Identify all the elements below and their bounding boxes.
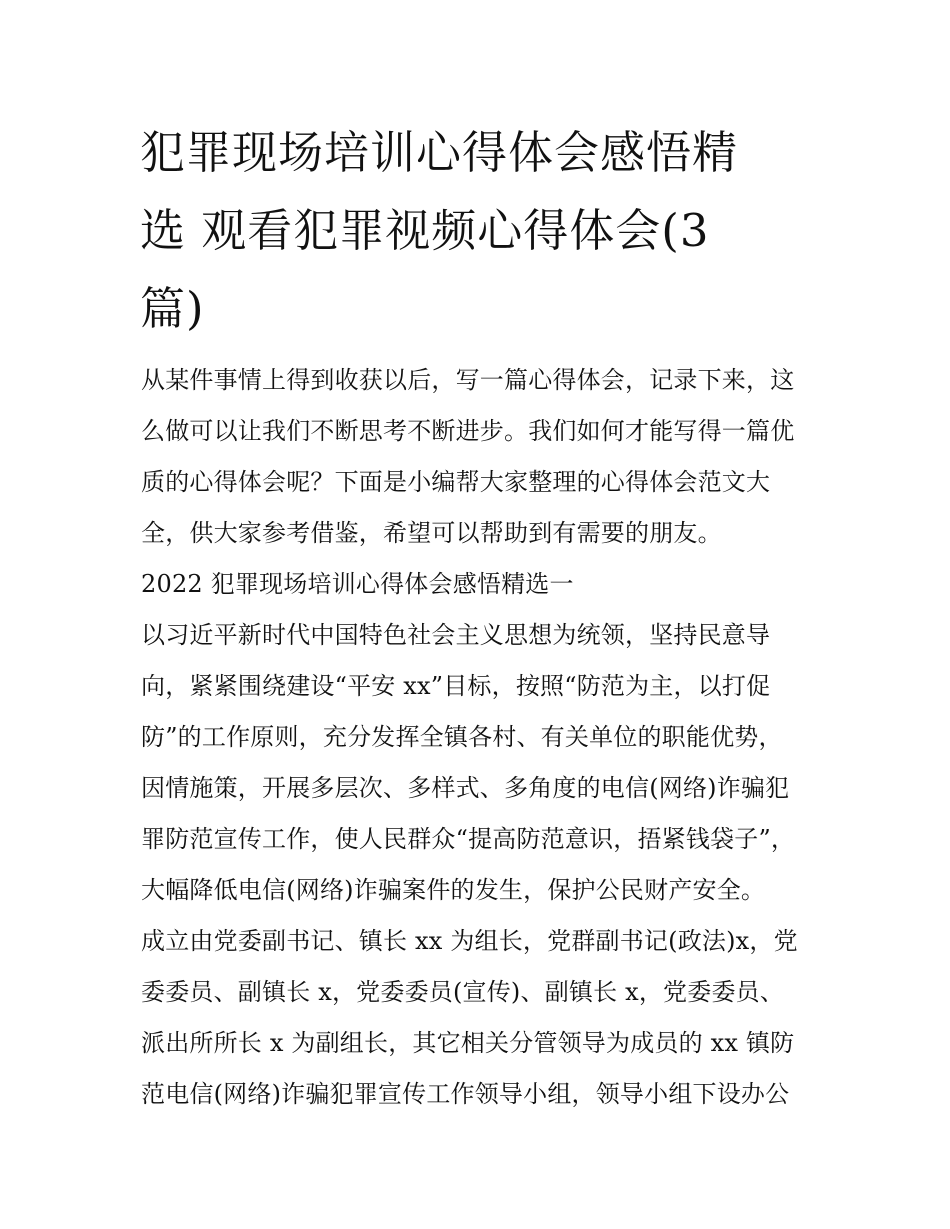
section-heading: 2022 犯罪现场培训心得体会感悟精选一 (141, 570, 574, 598)
body-line: 派出所所长 x 为副组长，其它相关分管领导为成员的 xx 镇防 (141, 1029, 795, 1057)
body-line: 以习近平新时代中国特色社会主义思想为统领，坚持民意导 (141, 621, 771, 649)
body-line: 成立由党委副书记、镇长 xx 为组长，党群副书记(政法)x，党 (141, 927, 798, 955)
body-line: 范电信(网络)诈骗犯罪宣传工作领导小组，领导小组下设办公 (141, 1080, 790, 1108)
document-body (141, 355, 831, 1120)
title-line: 选 观看犯罪视频心得体会(3 (140, 204, 710, 257)
document-title (140, 114, 820, 348)
body-line: 委委员、副镇长 x，党委委员(宣传)、副镇长 x，党委委员、 (141, 978, 785, 1006)
body-line: 向，紧紧围绕建设“平安 xx”目标，按照“防范为主，以打促 (141, 672, 771, 700)
body-line: 因情施策，开展多层次、多样式、多角度的电信(网络)诈骗犯 (141, 774, 790, 802)
title-line: 篇) (140, 282, 205, 335)
body-line: 全，供大家参考借鉴，希望可以帮助到有需要的朋友。 (141, 519, 722, 547)
body-line: 么做可以让我们不断思考不断进步。我们如何才能写得一篇优 (141, 417, 795, 445)
body-line: 从某件事情上得到收获以后，写一篇心得体会，记录下来，这 (141, 366, 795, 394)
body-line: 质的心得体会呢？下面是小编帮大家整理的心得体会范文大 (141, 468, 771, 496)
title-line: 犯罪现场培训心得体会感悟精 (140, 126, 739, 179)
body-line: 罪防范宣传工作，使人民群众“提高防范意识，捂紧钱袋子”， (141, 825, 796, 853)
body-line: 大幅降低电信(网络)诈骗案件的发生，保护公民财产安全。 (141, 876, 766, 904)
body-line: 防”的工作原则，充分发挥全镇各村、有关单位的职能优势， (141, 723, 783, 751)
